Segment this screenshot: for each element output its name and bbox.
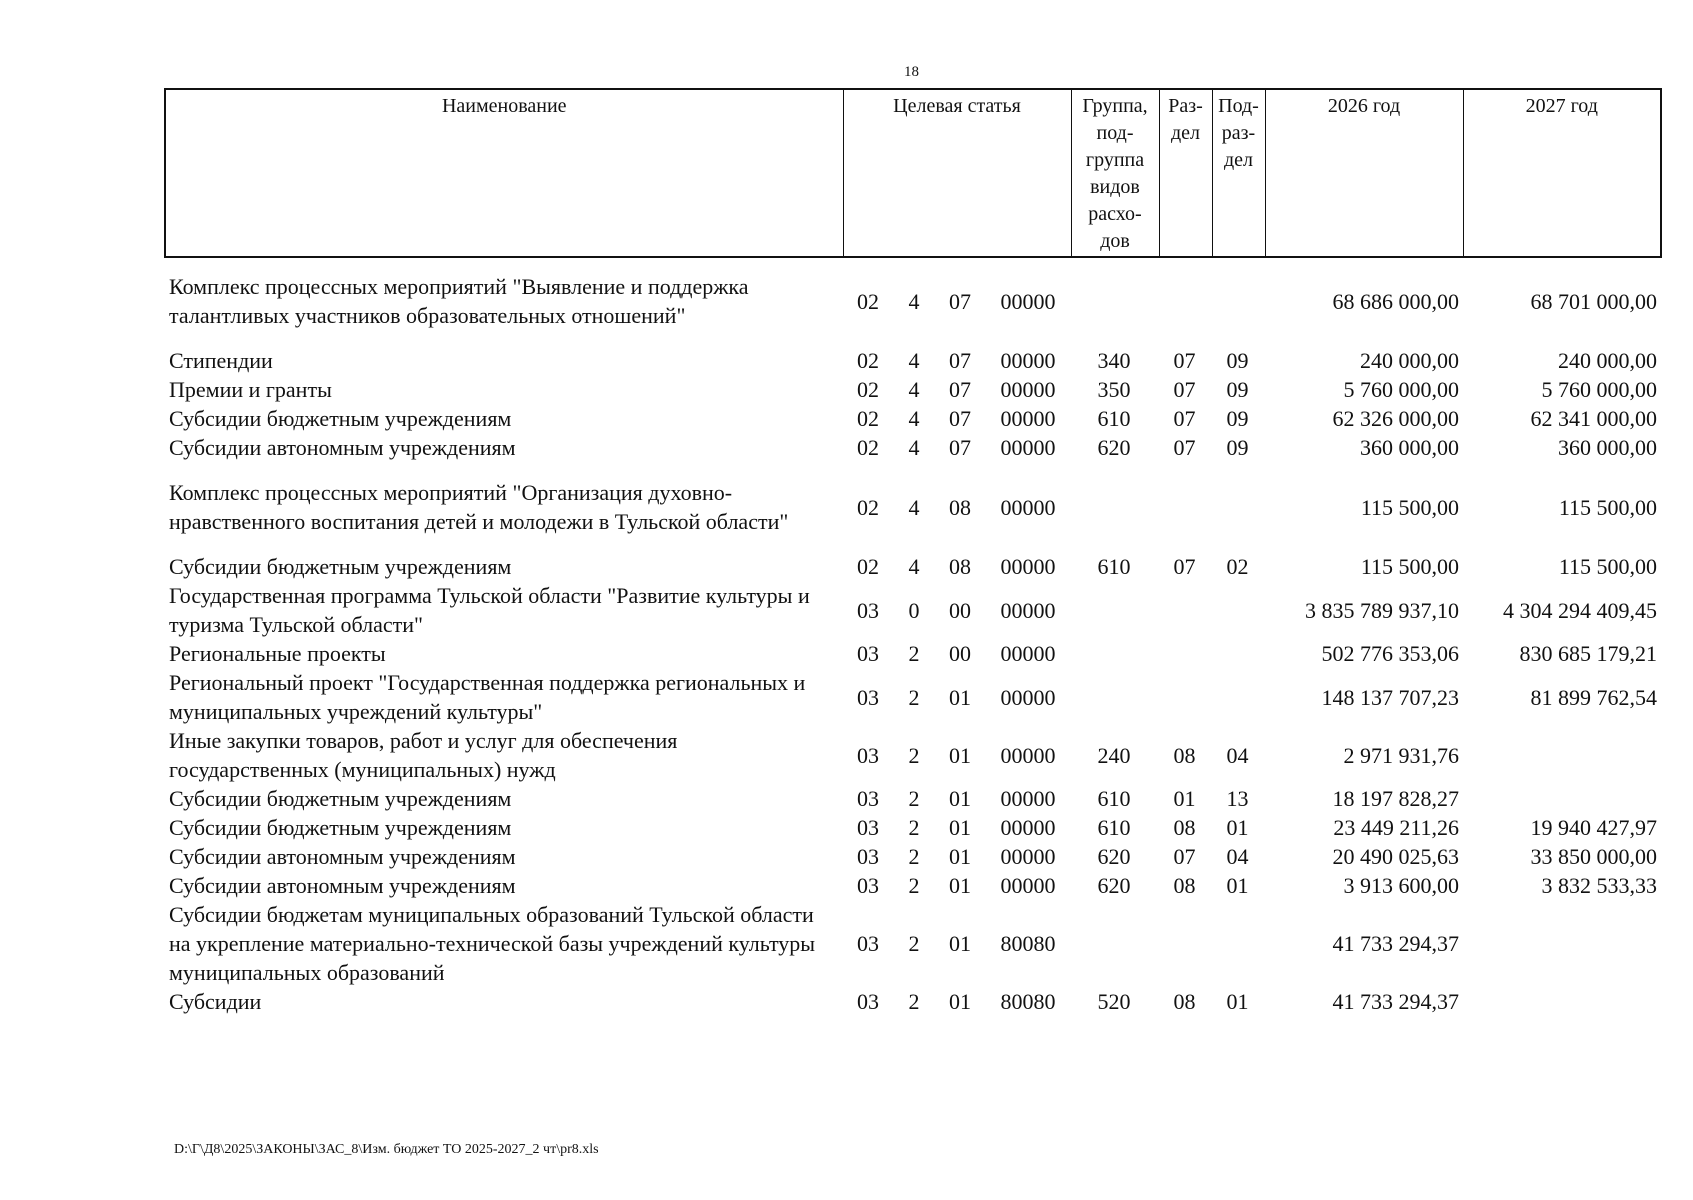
row-name: Стипендии	[169, 348, 273, 373]
expense-group: 610	[1097, 815, 1131, 840]
target-code-4: 00000	[1000, 597, 1056, 623]
table-row	[164, 784, 1660, 813]
target-code-1: 02	[857, 406, 879, 431]
table-row	[164, 478, 1660, 536]
target-code-4: 00000	[1000, 684, 1056, 710]
target-code-3: 01	[949, 873, 971, 898]
subsection	[1211, 668, 1264, 726]
subsection	[1211, 900, 1264, 987]
row-name: Субсидии автономным учреждениям	[169, 435, 516, 460]
row-name: Комплекс процессных мероприятий "Организация духовно-нравственного воспитания детей и молодежи в Тульской области"	[169, 480, 789, 534]
target-code-3: 07	[949, 377, 971, 402]
amount-2026: 20 490 025,63	[1332, 844, 1459, 869]
target-code-4: 00000	[1000, 406, 1056, 431]
amount-2027: 33 850 000,00	[1530, 844, 1657, 869]
target-code-2: 2	[908, 931, 920, 956]
subsection: 01	[1226, 873, 1249, 898]
table-row	[164, 552, 1660, 581]
table-row	[164, 404, 1660, 433]
section	[1158, 581, 1211, 639]
target-code-2: 4	[908, 288, 920, 314]
amount-2026: 41 733 294,37	[1332, 931, 1459, 956]
subsection: 01	[1226, 989, 1249, 1014]
target-code-4: 00000	[1000, 377, 1056, 402]
target-code-1: 03	[857, 815, 879, 840]
section: 07	[1173, 377, 1196, 402]
target-code-2: 2	[908, 815, 920, 840]
amount-2026: 240 000,00	[1360, 348, 1459, 373]
amount-2027: 68 701 000,00	[1530, 288, 1657, 314]
expense-group: 610	[1097, 554, 1131, 579]
section	[1158, 272, 1211, 330]
target-code-2: 2	[908, 742, 920, 768]
expense-group: 610	[1097, 406, 1131, 431]
target-code-3: 01	[949, 844, 971, 869]
row-spacer-cell	[164, 330, 1660, 346]
target-code-3: 07	[949, 348, 971, 373]
target-code-4: 00000	[1000, 641, 1056, 666]
amount-2027: 240 000,00	[1558, 348, 1657, 373]
section	[1158, 668, 1211, 726]
amount-2026: 18 197 828,27	[1332, 786, 1459, 811]
table-row	[164, 813, 1660, 842]
table-row	[164, 668, 1660, 726]
subsection: 09	[1226, 435, 1249, 460]
expense-group: 620	[1097, 844, 1131, 869]
target-code-3: 07	[949, 406, 971, 431]
target-code-3: 01	[949, 989, 971, 1014]
target-code-1: 02	[857, 435, 879, 460]
target-code-1: 02	[857, 494, 879, 520]
amount-2026: 115 500,00	[1360, 554, 1459, 579]
target-code-3: 00	[949, 597, 971, 623]
target-code-4: 00000	[1000, 844, 1056, 869]
target-code-1: 02	[857, 288, 879, 314]
amount-2027: 115 500,00	[1558, 554, 1657, 579]
target-code-3: 07	[949, 288, 971, 314]
row-name: Субсидии	[169, 989, 262, 1014]
amount-2026: 360 000,00	[1360, 435, 1459, 460]
target-code-2: 2	[908, 684, 920, 710]
subsection	[1211, 272, 1264, 330]
target-code-2: 2	[908, 641, 920, 666]
target-code-3: 08	[949, 554, 971, 579]
subsection	[1211, 478, 1264, 536]
row-name: Субсидии автономным учреждениям	[169, 844, 516, 869]
target-code-4: 00000	[1000, 873, 1056, 898]
table-row	[164, 987, 1660, 1016]
target-code-4: 80080	[1000, 931, 1056, 956]
expense-group	[1070, 639, 1158, 668]
footer-file-path: D:\Г\Д8\2025\ЗАКОНЫ\ЗАС_8\Изм. бюджет ТО 2025-2027_2 чт\pr8.xls	[174, 1142, 599, 1157]
amount-2026: 502 776 353,06	[1321, 641, 1459, 666]
header-target-article: Целевая статья	[843, 89, 1071, 257]
target-code-3: 08	[949, 494, 971, 520]
target-code-2: 2	[908, 873, 920, 898]
section: 07	[1173, 844, 1196, 869]
table-row	[164, 726, 1660, 784]
target-code-2: 4	[908, 348, 920, 373]
amount-2026: 41 733 294,37	[1332, 989, 1459, 1014]
table-row	[164, 639, 1660, 668]
header-year-2026: 2026 год	[1265, 89, 1463, 257]
target-code-4: 80080	[1000, 989, 1056, 1014]
target-code-4: 00000	[1000, 786, 1056, 811]
amount-2027: 62 341 000,00	[1530, 406, 1657, 431]
target-code-2: 0	[908, 597, 920, 623]
row-spacer	[164, 462, 1660, 478]
header-name: Наименование	[165, 89, 843, 257]
header-subsection: Под- раз- дел	[1212, 89, 1265, 257]
subsection: 09	[1226, 377, 1249, 402]
expense-group	[1070, 581, 1158, 639]
target-code-3: 07	[949, 435, 971, 460]
table-row	[164, 375, 1660, 404]
amount-2027: 3 832 533,33	[1541, 873, 1657, 898]
amount-2026: 62 326 000,00	[1332, 406, 1459, 431]
amount-2026: 3 913 600,00	[1343, 873, 1459, 898]
expense-group	[1070, 272, 1158, 330]
row-spacer	[164, 330, 1660, 346]
amount-2027	[1462, 987, 1660, 1016]
table-row	[164, 272, 1660, 330]
expense-group: 620	[1097, 873, 1131, 898]
row-name: Иные закупки товаров, работ и услуг для обеспечения государственных (муниципальных) нужд	[169, 728, 678, 782]
expense-group: 610	[1097, 786, 1131, 811]
target-code-3: 00	[949, 641, 971, 666]
row-name: Субсидии бюджетам муниципальных образований Тульской области на укрепление материально-технической базы учреждений культуры муниципальных образований	[169, 902, 816, 985]
section: 08	[1173, 873, 1196, 898]
expense-group: 620	[1097, 435, 1131, 460]
target-code-1: 03	[857, 641, 879, 666]
row-name: Субсидии бюджетным учреждениям	[169, 786, 512, 811]
section	[1158, 478, 1211, 536]
target-code-1: 03	[857, 844, 879, 869]
expense-group: 350	[1097, 377, 1131, 402]
expense-group	[1070, 900, 1158, 987]
target-code-2: 2	[908, 989, 920, 1014]
target-code-1: 03	[857, 931, 879, 956]
amount-2027	[1462, 900, 1660, 987]
expense-group	[1070, 478, 1158, 536]
row-name: Субсидии бюджетным учреждениям	[169, 554, 512, 579]
page-number: 18	[904, 64, 919, 80]
row-spacer-cell	[164, 536, 1660, 552]
target-code-4: 00000	[1000, 554, 1056, 579]
amount-2026: 148 137 707,23	[1321, 684, 1459, 710]
header-year-2027: 2027 год	[1463, 89, 1661, 257]
amount-2026: 2 971 931,76	[1343, 742, 1459, 768]
amount-2027: 360 000,00	[1558, 435, 1657, 460]
table-row	[164, 842, 1660, 871]
target-code-4: 00000	[1000, 288, 1056, 314]
target-code-1: 02	[857, 348, 879, 373]
target-code-2: 2	[908, 844, 920, 869]
table-row	[164, 433, 1660, 462]
table-row	[164, 581, 1660, 639]
amount-2027: 4 304 294 409,45	[1503, 597, 1657, 623]
target-code-1: 03	[857, 989, 879, 1014]
target-code-3: 01	[949, 786, 971, 811]
target-code-3: 01	[949, 931, 971, 956]
subsection	[1211, 639, 1264, 668]
amount-2026: 23 449 211,26	[1333, 815, 1459, 840]
target-code-1: 02	[857, 554, 879, 579]
amount-2027: 115 500,00	[1558, 494, 1657, 520]
section: 07	[1173, 435, 1196, 460]
target-code-4: 00000	[1000, 742, 1056, 768]
section: 01	[1173, 786, 1196, 811]
row-name: Премии и гранты	[169, 377, 332, 402]
target-code-1: 03	[857, 597, 879, 623]
amount-2027	[1462, 726, 1660, 784]
table-row	[164, 900, 1660, 987]
target-code-2: 2	[908, 786, 920, 811]
amount-2026: 68 686 000,00	[1332, 288, 1459, 314]
target-code-4: 00000	[1000, 494, 1056, 520]
subsection: 09	[1226, 406, 1249, 431]
expense-group	[1070, 668, 1158, 726]
subsection: 01	[1226, 815, 1249, 840]
section: 07	[1173, 554, 1196, 579]
amount-2026: 5 760 000,00	[1343, 377, 1459, 402]
row-name: Субсидии бюджетным учреждениям	[169, 815, 512, 840]
target-code-3: 01	[949, 815, 971, 840]
subsection: 02	[1226, 554, 1249, 579]
target-code-4: 00000	[1000, 348, 1056, 373]
section: 08	[1173, 815, 1196, 840]
target-code-1: 03	[857, 684, 879, 710]
subsection: 04	[1226, 742, 1249, 768]
expense-group: 340	[1097, 348, 1131, 373]
amount-2027: 19 940 427,97	[1530, 815, 1657, 840]
target-code-2: 4	[908, 406, 920, 431]
target-code-1: 03	[857, 786, 879, 811]
row-name: Комплекс процессных мероприятий "Выявление и поддержка талантливых участников образовательных отношений"	[169, 274, 749, 328]
amount-2027: 830 685 179,21	[1519, 641, 1657, 666]
target-code-1: 03	[857, 742, 879, 768]
target-code-2: 4	[908, 435, 920, 460]
expense-group: 520	[1097, 989, 1131, 1014]
table-row	[164, 346, 1660, 375]
subsection: 13	[1226, 786, 1249, 811]
header-group: Группа, под- группа видов расхо- дов	[1071, 89, 1159, 257]
amount-2027	[1462, 784, 1660, 813]
section: 07	[1173, 406, 1196, 431]
row-spacer-cell	[164, 462, 1660, 478]
amount-2026: 3 835 789 937,10	[1305, 597, 1459, 623]
target-code-4: 00000	[1000, 435, 1056, 460]
target-code-1: 03	[857, 873, 879, 898]
target-code-4: 00000	[1000, 815, 1056, 840]
row-name: Региональный проект "Государственная поддержка региональных и муниципальных учреждений культуры"	[169, 670, 806, 724]
section: 08	[1173, 989, 1196, 1014]
row-spacer	[164, 536, 1660, 552]
table-row	[164, 871, 1660, 900]
budget-table	[164, 272, 1660, 1016]
target-code-2: 4	[908, 494, 920, 520]
row-name: Субсидии бюджетным учреждениям	[169, 406, 512, 431]
section	[1158, 900, 1211, 987]
table-header	[164, 88, 1662, 258]
header-section: Раз- дел	[1159, 89, 1212, 257]
subsection	[1211, 581, 1264, 639]
row-name: Субсидии автономным учреждениям	[169, 873, 516, 898]
amount-2027: 81 899 762,54	[1530, 684, 1657, 710]
section: 08	[1173, 742, 1196, 768]
target-code-1: 02	[857, 377, 879, 402]
row-name: Государственная программа Тульской области "Развитие культуры и туризма Тульской области"	[169, 583, 810, 637]
target-code-3: 01	[949, 742, 971, 768]
amount-2027: 5 760 000,00	[1541, 377, 1657, 402]
target-code-2: 4	[908, 377, 920, 402]
section: 07	[1173, 348, 1196, 373]
subsection: 09	[1226, 348, 1249, 373]
row-name: Региональные проекты	[169, 641, 386, 666]
expense-group: 240	[1097, 742, 1131, 768]
target-code-2: 4	[908, 554, 920, 579]
subsection: 04	[1226, 844, 1249, 869]
amount-2026: 115 500,00	[1360, 494, 1459, 520]
section	[1158, 639, 1211, 668]
target-code-3: 01	[949, 684, 971, 710]
